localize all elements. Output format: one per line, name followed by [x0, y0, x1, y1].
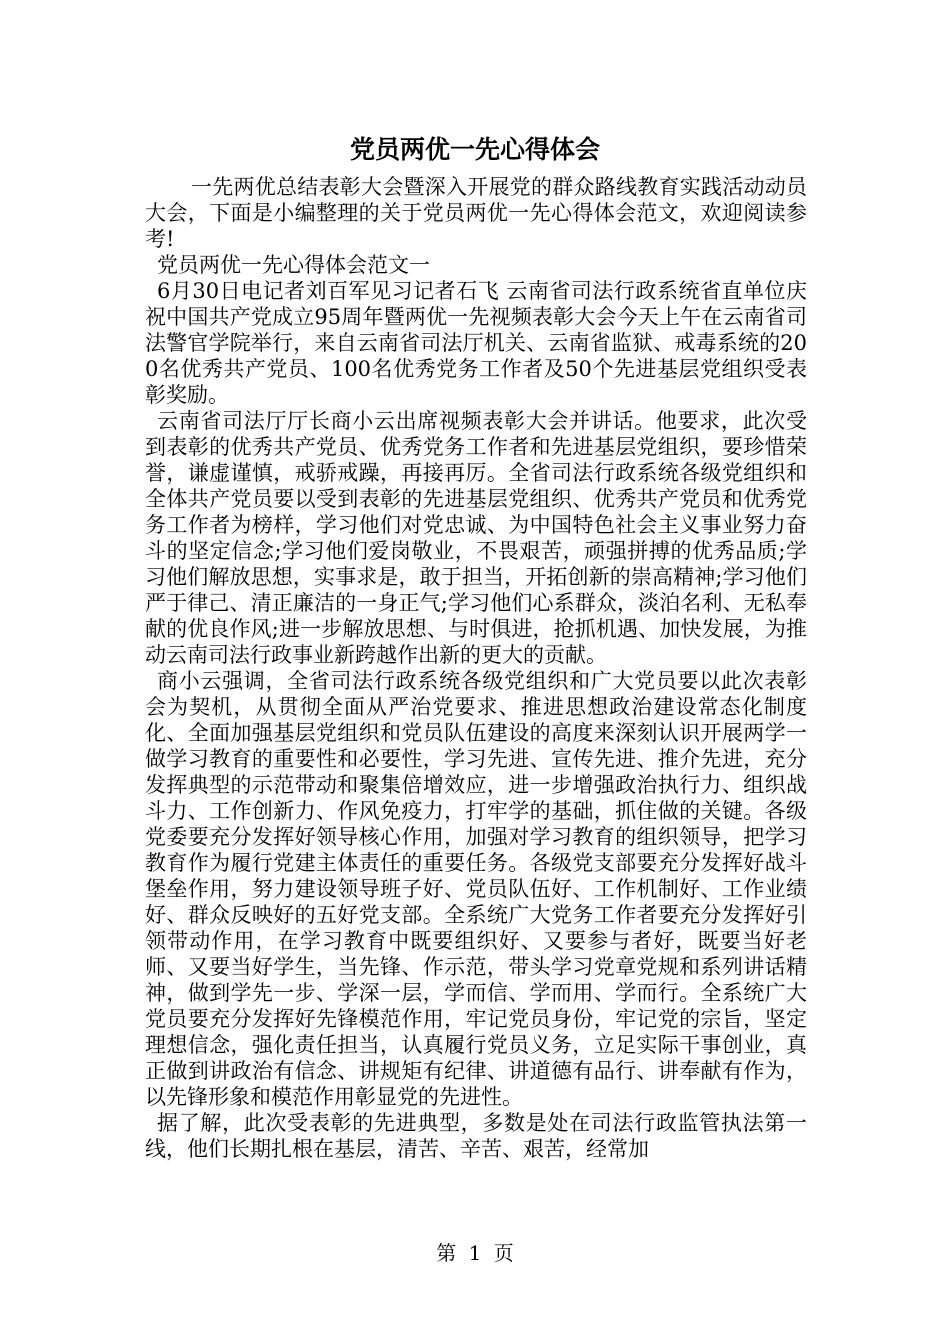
document-title: 党员两优一先心得体会 — [349, 135, 600, 164]
page-number: 第 1 页 — [436, 1241, 514, 1265]
body-paragraph: 商小云强调，全省司法行政系统各级党组织和广大党员要以此次表彰会为契机，从贯彻全面从严治党要求、推进思想政治建设常态化制度化、全面加强基层党组织和党员队伍建设的高度来深刻认识开展两学一做学习教育的重要性和必要性，学习先进、宣传先进、推介先进，充分发挥典型的示范带动和聚集倍增效应，进一步增强政治执行力、组织战斗力、工作创新力、作风免疫力，打牢学的基础，抓住做的关键。各级党委要充分发挥好领导核心作用，加强对学习教育的组织领导，把学习教育作为履行党建主体责任的重要任务。各级党支部要充分发挥好战斗堡垒作用，努力建设领导班子好、党员队伍好、工作机制好、工作业绩好、群众反映好的五好党支部。全系统广大党务工作者要充分发挥好引领带动作用，在学习教育中既要组织好、又要参与者好，既要当好老师、又要当好学生，当先锋、作示范，带头学习党章党规和系列讲话精神，做到学先一步、学深一层，学而信、学而用、学而行。全系统广大党员要充分发挥好先锋模范作用，牢记党员身份，牢记党的宗旨，坚定理想信念，强化责任担当，认真履行党员义务，立足实际干事创业，真正做到讲政治有信念、讲规矩有纪律、讲道德有品行、讲奉献有作为，以先锋形象和模范作用彰显党的先进性。 — [145, 669, 807, 1109]
body-paragraph: 云南省司法厅厅长商小云出席视频表彰大会并讲话。他要求，此次受到表彰的优秀共产党员、优秀党务工作者和先进基层党组织，要珍惜荣誉，谦虚谨慎，戒骄戒躁，再接再厉。全省司法行政系统各级党组织和全体共产党员要以受到表彰的先进基层党组织、优秀共产党员和优秀党务工作者为榜样，学习他们对党忠诚、为中国特色社会主义事业努力奋斗的坚定信念;学习他们爱岗敬业，不畏艰苦，顽强拼搏的优秀品质;学习他们解放思想，实事求是，敢于担当，开拓创新的崇高精神;学习他们严于律己、清正廉洁的一身正气;学习他们心系群众，淡泊名利、无私奉献的优良作风;进一步解放思想、与时俱进，抢抓机遇、加快发展，为推动云南司法行政事业新跨越作出新的更大的贡献。 — [145, 409, 807, 667]
intro-paragraph: 一先两优总结表彰大会暨深入开展党的群众路线教育实践活动动员大会，下面是小编整理的关于党员两优一先心得体会范文，欢迎阅读参考! — [145, 175, 807, 251]
section-heading: 党员两优一先心得体会范文一 — [157, 253, 430, 277]
document-body — [145, 174, 807, 1162]
body-paragraph: 据了解，此次受表彰的先进典型，多数是处在司法行政监管执法第一线，他们长期扎根在基层，清苦、辛苦、艰苦，经常加 — [145, 1111, 807, 1161]
body-paragraph: 6月30日电记者刘百军见习记者石飞 云南省司法行政系统省直单位庆祝中国共产党成立95周年暨两优一先视频表彰大会今天上午在云南省司法警官学院举行，来自云南省司法厅机关、云南省监狱、戒毒系统的200名优秀共产党员、100名优秀党务工作者及50个先进基层党组织受表彰奖励。 — [145, 279, 807, 407]
